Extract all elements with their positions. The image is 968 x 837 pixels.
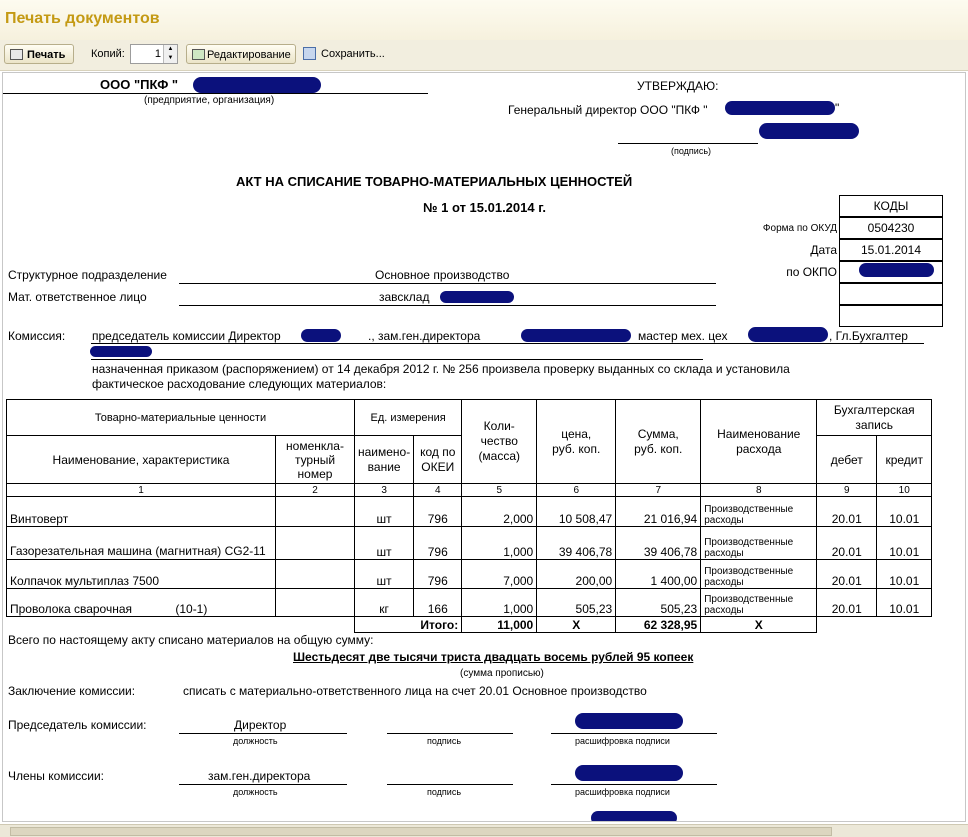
cell-sum: 39 406,78 bbox=[616, 527, 701, 560]
window-title: Печать документов bbox=[5, 10, 160, 27]
cell-name: Газорезательная машина (магнитная) CG2-11 bbox=[7, 527, 276, 560]
total-purpose: X bbox=[701, 617, 817, 633]
table-total-row bbox=[7, 617, 932, 633]
copies-label: Копий: bbox=[91, 48, 125, 60]
col-nomen: номенкла- турный номер bbox=[276, 436, 355, 484]
member-sign-line bbox=[387, 784, 513, 785]
floppy-icon[interactable] bbox=[303, 47, 316, 60]
cell-purpose: Производственные расходы bbox=[701, 560, 817, 589]
approve-label: УТВЕРЖДАЮ: bbox=[637, 79, 719, 93]
col-num: 1 bbox=[7, 484, 276, 497]
cell-debit: 20.01 bbox=[817, 589, 877, 617]
cell-unit: шт bbox=[355, 560, 414, 589]
save-button[interactable]: Сохранить... bbox=[321, 48, 385, 60]
col-name: Наименование, характеристика bbox=[7, 436, 276, 484]
redaction bbox=[193, 77, 321, 93]
date-value: 15.01.2014 bbox=[839, 239, 943, 261]
chair-position: Директор bbox=[234, 718, 287, 732]
cell-qty: 1,000 bbox=[462, 527, 537, 560]
col-num: 7 bbox=[616, 484, 701, 497]
cell-purpose: Производственные расходы bbox=[701, 497, 817, 527]
commission-label: Комиссия: bbox=[8, 329, 66, 343]
cell-sum: 505,23 bbox=[616, 589, 701, 617]
cell-unit: кг bbox=[355, 589, 414, 617]
redaction bbox=[859, 263, 934, 277]
redaction bbox=[591, 811, 677, 822]
conclusion-text: списать с материально-ответственного лица на счет 20.01 Основное производство bbox=[183, 684, 647, 698]
okud-value: 0504230 bbox=[839, 217, 943, 239]
cell-okei: 796 bbox=[414, 527, 462, 560]
cell-qty: 1,000 bbox=[462, 589, 537, 617]
responsible-value: завсклад bbox=[379, 290, 430, 304]
col-price: цена, руб. коп. bbox=[537, 400, 616, 484]
cell-qty: 7,000 bbox=[462, 560, 537, 589]
col-num: 8 bbox=[701, 484, 817, 497]
member-cap-decode: расшифровка подписи bbox=[575, 787, 670, 797]
commission-master: мастер мех. цех bbox=[638, 329, 728, 343]
cell-debit: 20.01 bbox=[817, 527, 877, 560]
cell-name: Проволока сварочная (10-1) bbox=[7, 589, 276, 617]
col-num: 2 bbox=[276, 484, 355, 497]
commission-order: назначенная приказом (распоряжением) от 14 декабря 2012 г. № 256 произвела проверку выданных со склада и установила bbox=[92, 362, 790, 376]
responsible-underline bbox=[179, 305, 716, 306]
redaction bbox=[575, 713, 683, 729]
total-label: Итого: bbox=[355, 617, 462, 633]
member-position-line bbox=[179, 784, 347, 785]
redaction bbox=[521, 329, 631, 342]
commission-finding: фактическое расходование следующих материалов: bbox=[92, 377, 387, 391]
cell-debit: 20.01 bbox=[817, 560, 877, 589]
amount-caption: (сумма прописью) bbox=[460, 668, 544, 679]
cell-nomen bbox=[276, 560, 355, 589]
chair-label: Председатель комиссии: bbox=[8, 718, 147, 732]
member-cap-sign: подпись bbox=[427, 787, 462, 797]
col-qty: Коли- чество (масса) bbox=[462, 400, 537, 484]
total-price: X bbox=[537, 617, 616, 633]
col-okei: код по ОКЕИ bbox=[414, 436, 462, 484]
org-underline bbox=[3, 93, 428, 94]
col-num: 4 bbox=[414, 484, 462, 497]
print-button-label: Печать bbox=[27, 49, 66, 61]
conclusion-label: Заключение комиссии: bbox=[8, 684, 136, 698]
amount-words: Шестьдесят две тысячи триста двадцать восемь рублей 95 копеек bbox=[293, 650, 694, 664]
summary-intro: Всего по настоящему акту списано материалов на общую сумму: bbox=[8, 633, 374, 647]
redaction bbox=[759, 123, 859, 139]
copies-value: 1 bbox=[154, 48, 161, 60]
col-purpose: Наименование расхода bbox=[701, 400, 817, 484]
commission-underline bbox=[91, 343, 924, 344]
table-row bbox=[7, 527, 932, 560]
code-empty-row bbox=[839, 305, 943, 327]
commission-deputy: ., зам.ген.директора bbox=[368, 329, 481, 343]
redaction bbox=[575, 765, 683, 781]
table-row bbox=[7, 589, 932, 617]
director-title: Генеральный директор ООО "ПКФ " bbox=[508, 103, 708, 117]
doc-title: АКТ НА СПИСАНИЕ ТОВАРНО-МАТЕРИАЛЬНЫХ ЦЕННОСТЕЙ bbox=[236, 174, 633, 189]
cell-nomen bbox=[276, 589, 355, 617]
code-empty-row bbox=[839, 283, 943, 305]
chair-cap-position: должность bbox=[233, 736, 278, 746]
materials-table bbox=[6, 399, 932, 633]
cell-name: Колпачок мультиплаз 7500 bbox=[7, 560, 276, 589]
cell-credit: 10.01 bbox=[877, 589, 932, 617]
redaction bbox=[440, 291, 514, 303]
col-num: 10 bbox=[877, 484, 932, 497]
member-cap-position: должность bbox=[233, 787, 278, 797]
col-num: 6 bbox=[537, 484, 616, 497]
commission-chair: председатель комиссии Директор bbox=[92, 329, 281, 343]
col-unit: наимено- вание bbox=[355, 436, 414, 484]
cell-price: 39 406,78 bbox=[537, 527, 616, 560]
cell-purpose: Производственные расходы bbox=[701, 589, 817, 617]
cell-name: Винтоверт bbox=[7, 497, 276, 527]
director-title-tail: " bbox=[835, 101, 840, 115]
col-group-goods: Товарно-материальные ценности bbox=[7, 400, 355, 436]
col-credit: кредит bbox=[877, 436, 932, 484]
cell-purpose: Производственные расходы bbox=[701, 527, 817, 560]
window-titlebar bbox=[0, 0, 968, 40]
total-qty: 11,000 bbox=[462, 617, 537, 633]
table-row bbox=[7, 560, 932, 589]
printer-icon bbox=[10, 49, 23, 60]
cell-nomen bbox=[276, 497, 355, 527]
cell-credit: 10.01 bbox=[877, 560, 932, 589]
edit-button[interactable] bbox=[186, 44, 296, 64]
responsible-label: Мат. ответственное лицо bbox=[8, 290, 147, 304]
sign-caption: (подпись) bbox=[671, 146, 712, 156]
cell-okei: 796 bbox=[414, 560, 462, 589]
col-sum: Сумма, руб. коп. bbox=[616, 400, 701, 484]
col-num: 5 bbox=[462, 484, 537, 497]
chair-decode-line bbox=[551, 733, 717, 734]
codes-header: КОДЫ bbox=[839, 195, 943, 217]
edit-icon bbox=[192, 49, 205, 60]
redaction bbox=[90, 346, 152, 357]
cell-price: 200,00 bbox=[537, 560, 616, 589]
cell-credit: 10.01 bbox=[877, 527, 932, 560]
redaction bbox=[748, 327, 828, 342]
scrollbar-thumb[interactable] bbox=[10, 827, 832, 836]
sign-underline bbox=[618, 143, 758, 144]
cell-credit: 10.01 bbox=[877, 497, 932, 527]
stepper-arrows-icon[interactable]: ▲ ▼ bbox=[163, 45, 177, 63]
copies-stepper[interactable] bbox=[130, 44, 178, 64]
table-row bbox=[7, 497, 932, 527]
document-area[interactable] bbox=[2, 72, 966, 822]
col-group-units: Ед. измерения bbox=[355, 400, 462, 436]
division-underline bbox=[179, 283, 716, 284]
cell-okei: 166 bbox=[414, 589, 462, 617]
col-num: 3 bbox=[355, 484, 414, 497]
okpo-label: по ОКПО bbox=[786, 265, 837, 279]
members-label: Члены комиссии: bbox=[8, 769, 105, 783]
doc-number: № 1 от 15.01.2014 г. bbox=[423, 200, 546, 215]
cell-qty: 2,000 bbox=[462, 497, 537, 527]
redaction bbox=[301, 329, 341, 342]
member-position: зам.ген.директора bbox=[208, 769, 311, 783]
edit-button-label: Редактирование bbox=[207, 49, 291, 61]
redaction bbox=[725, 101, 835, 115]
cell-debit: 20.01 bbox=[817, 497, 877, 527]
org-name: ООО "ПКФ " bbox=[100, 77, 179, 92]
chair-position-line bbox=[179, 733, 347, 734]
table-col-numbers bbox=[7, 484, 932, 497]
col-accounting: Бухгалтерская запись bbox=[817, 400, 932, 436]
division-value: Основное производство bbox=[375, 268, 510, 282]
commission-underline-2 bbox=[91, 359, 703, 360]
cell-sum: 21 016,94 bbox=[616, 497, 701, 527]
total-sum: 62 328,95 bbox=[616, 617, 701, 633]
col-num: 9 bbox=[817, 484, 877, 497]
col-debit: дебет bbox=[817, 436, 877, 484]
chair-cap-sign: подпись bbox=[427, 736, 462, 746]
chair-cap-decode: расшифровка подписи bbox=[575, 736, 670, 746]
print-button[interactable] bbox=[4, 44, 74, 64]
org-caption: (предприятие, организация) bbox=[144, 95, 275, 106]
cell-price: 10 508,47 bbox=[537, 497, 616, 527]
chair-sign-line bbox=[387, 733, 513, 734]
okud-label: Форма по ОКУД bbox=[762, 223, 837, 234]
cell-unit: шт bbox=[355, 527, 414, 560]
horizontal-scrollbar[interactable] bbox=[0, 824, 968, 837]
cell-price: 505,23 bbox=[537, 589, 616, 617]
cell-unit: шт bbox=[355, 497, 414, 527]
cell-nomen bbox=[276, 527, 355, 560]
division-label: Структурное подразделение bbox=[8, 268, 167, 282]
member-decode-line bbox=[551, 784, 717, 785]
table-header-groups bbox=[7, 400, 932, 436]
cell-okei: 796 bbox=[414, 497, 462, 527]
commission-accountant: , Гл.Бухгалтер bbox=[829, 329, 908, 343]
cell-sum: 1 400,00 bbox=[616, 560, 701, 589]
date-label: Дата bbox=[810, 243, 837, 257]
